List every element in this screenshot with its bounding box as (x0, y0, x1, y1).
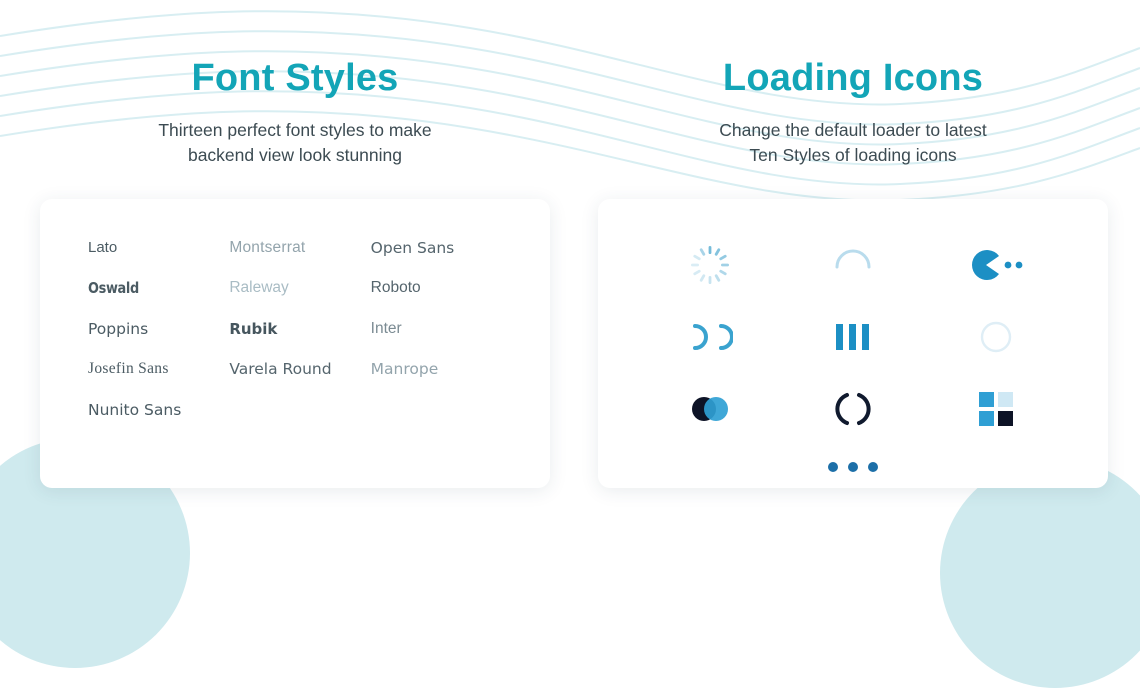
loader-cell-7[interactable] (678, 377, 742, 441)
loader-cell-1[interactable] (678, 233, 742, 297)
font-item-rubik[interactable]: Rubik (229, 319, 278, 338)
loader-cell-6[interactable] (964, 305, 1028, 369)
broken-ring-icon (833, 389, 873, 429)
font-item-poppins[interactable]: Poppins (88, 319, 149, 338)
font-item-open-sans[interactable]: Open Sans (370, 238, 455, 257)
two-circles-icon (686, 393, 734, 425)
loading-icons-section (598, 0, 1108, 488)
spinner-arc-icon (831, 243, 875, 287)
dual-crescent-icon (687, 320, 733, 354)
loader-cell-4[interactable] (678, 305, 742, 369)
loader-cell-9[interactable] (964, 377, 1028, 441)
font-item-roboto[interactable]: Roboto (370, 279, 421, 297)
decorative-blob-right (940, 458, 1140, 688)
font-styles-subtitle (158, 118, 431, 169)
font-styles-subtitle-line1: Thirteen perfect font styles to make (158, 119, 432, 140)
font-item-inter[interactable]: Inter (370, 319, 402, 337)
font-item-nunito-sans[interactable]: Nunito Sans (88, 400, 182, 419)
loader-cell-3[interactable] (964, 233, 1028, 297)
three-dots-icon (825, 459, 881, 475)
font-item-lato[interactable]: Lato (88, 238, 118, 256)
loader-cell-5[interactable] (821, 305, 885, 369)
font-styles-section (40, 0, 550, 488)
font-styles-card (40, 199, 550, 488)
three-bars-icon (833, 321, 873, 353)
loader-cell-10[interactable] (825, 445, 881, 489)
loading-icons-subtitle-line2: Ten Styles of loading icons (749, 145, 957, 166)
loader-list (638, 229, 1068, 489)
loading-icons-card (598, 199, 1108, 488)
loading-icons-subtitle-line1: Change the default loader to latest (719, 119, 987, 140)
loader-cell-2[interactable] (821, 233, 885, 297)
font-item-oswald[interactable]: Oswald (88, 279, 139, 298)
pacman-dots-icon (968, 249, 1024, 281)
spinner-sunburst-icon (690, 245, 730, 285)
font-item-montserrat[interactable]: Montserrat (229, 238, 306, 256)
font-item-raleway[interactable]: Raleway (229, 279, 289, 297)
font-item-varela-round[interactable]: Varela Round (229, 360, 332, 379)
loading-icons-title: Loading Icons (722, 57, 984, 99)
loading-icons-subtitle (719, 118, 987, 169)
checker-squares-icon (977, 390, 1015, 428)
font-list (88, 239, 502, 420)
font-styles-subtitle-line2: backend view look stunning (187, 145, 402, 166)
ring-outline-icon (978, 319, 1014, 355)
font-item-josefin-sans[interactable]: Josefin Sans (88, 360, 169, 378)
font-styles-title: Font Styles (191, 57, 399, 99)
font-item-manrope[interactable]: Manrope (370, 360, 439, 379)
loader-cell-8[interactable] (821, 377, 885, 441)
